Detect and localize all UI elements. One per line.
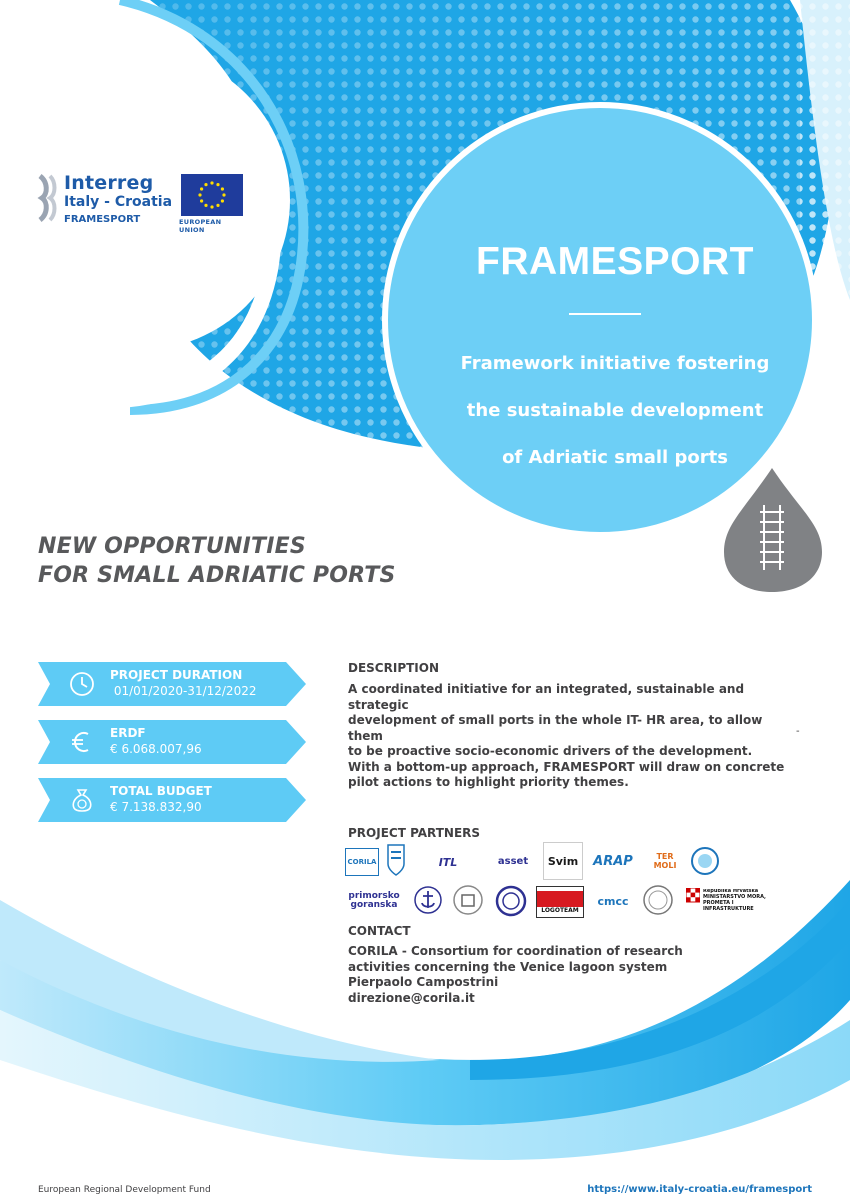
contact-line: activities concerning the Venice lagoon system <box>348 959 668 974</box>
banner-label: PROJECT DURATION <box>110 668 243 682</box>
logo-project: FRAMESPORT <box>64 214 141 225</box>
eu-label: EUROPEAN UNION <box>179 218 222 234</box>
banner-label: ERDF <box>110 726 146 740</box>
banner-value: € 7.138.832,90 <box>110 800 202 814</box>
subtitle-line: the sustainable development <box>466 400 764 421</box>
partner-logo: CORILA <box>345 848 379 876</box>
partner-seal-icon <box>495 885 527 917</box>
partner-logo: Svim <box>543 842 583 880</box>
money-bag-icon <box>68 786 96 814</box>
interreg-mark-icon <box>34 174 58 222</box>
contact-line: Pierpaolo Campostrini <box>348 975 499 989</box>
partner-logo: cmcc <box>597 894 629 908</box>
subtitle-line: of Adriatic small ports <box>502 447 728 468</box>
stray-mark: - <box>796 726 800 737</box>
headline-line: FOR SMALL ADRIATIC PORTS <box>38 563 396 588</box>
description-line: A coordinated initiative for an integrated, sustainable and strategic <box>348 682 745 712</box>
partner-logo: asset <box>497 855 529 867</box>
contact-heading: CONTACT <box>348 924 411 938</box>
logo-program: Interreg <box>64 172 154 194</box>
partner-logo: LOGOTEAM <box>541 906 579 914</box>
description-line: With a bottom-up approach, FRAMESPORT will draw on concrete <box>348 759 785 774</box>
croatia-crest-icon <box>686 888 700 908</box>
contact-text <box>348 944 708 1006</box>
partner-crest-icon <box>387 844 405 876</box>
banner-erdf <box>38 720 306 764</box>
description-heading: DESCRIPTION <box>348 661 440 675</box>
partners-heading: PROJECT PARTNERS <box>348 826 481 840</box>
euro-icon <box>68 728 96 756</box>
eu-flag-icon <box>181 174 243 216</box>
description-line: to be proactive socio-economic drivers of the development. <box>348 744 753 758</box>
subtitle-line: Framework initiative fostering <box>460 353 770 374</box>
description-line: development of small ports in the whole IT- HR area, to allow them <box>348 713 763 743</box>
headline <box>38 532 396 590</box>
description-line: pilot actions to highlight priority themes. <box>348 775 629 789</box>
description-text <box>348 682 788 791</box>
hero-title: FRAMESPORT <box>476 240 754 283</box>
banner-label: TOTAL BUDGET <box>110 784 212 798</box>
logo-region: Italy - Croatia <box>64 194 173 210</box>
hero-subtitle <box>425 340 805 481</box>
clock-icon <box>68 670 96 698</box>
banner-total-budget <box>38 778 306 822</box>
partner-logo: primorsko goranska <box>348 891 400 910</box>
partner-seal-icon <box>642 884 674 916</box>
banner-value: € 6.068.007,96 <box>110 742 202 756</box>
interreg-logo <box>34 172 248 234</box>
footer-fund: European Regional Development Fund <box>38 1185 211 1195</box>
banner-project-duration <box>38 662 306 706</box>
partner-logo: TER MOLI <box>653 852 677 870</box>
partner-seal-icon <box>690 846 720 876</box>
title-divider <box>569 313 641 315</box>
banner-value: 01/01/2020-31/12/2022 <box>110 684 257 698</box>
partner-building-icon <box>452 884 484 916</box>
partner-logo: ITL <box>438 855 458 869</box>
partner-anchor-icon <box>414 884 442 916</box>
partner-logo: ARAP <box>593 853 633 869</box>
partner-logo: Republika Hrvatska MINISTARSTVO MORA, PROMETA I INFRASTRUKTURE <box>703 889 766 911</box>
partner-logoteam <box>536 886 584 918</box>
footer-link[interactable]: https://www.italy-croatia.eu/framesport <box>587 1184 812 1195</box>
headline-line: NEW OPPORTUNITIES <box>38 534 306 559</box>
contact-email[interactable]: direzione@corila.it <box>348 990 475 1005</box>
contact-line: CORILA - Consortium for coordination of research <box>348 944 683 958</box>
